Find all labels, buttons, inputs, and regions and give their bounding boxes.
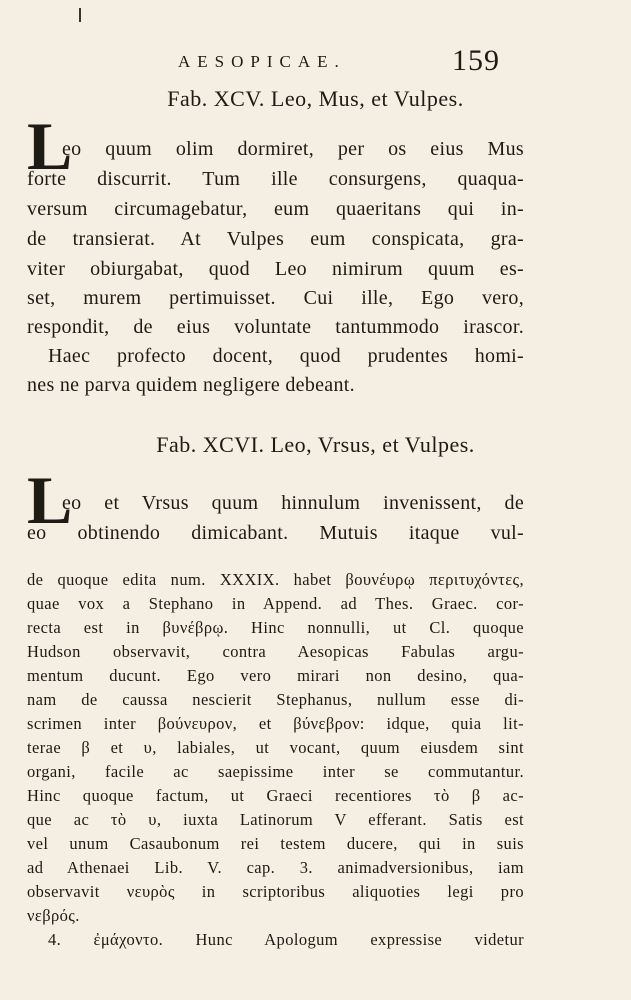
fable-95-line: viter obiurgabat, quod Leo nimirum quum es-	[27, 258, 524, 280]
running-title: AESOPICAE.	[178, 52, 346, 71]
page-number: 159	[452, 44, 500, 77]
fable-95-title: Fab. XCV. Leo, Mus, et Vulpes.	[167, 86, 464, 111]
fable-96-initial: L	[27, 462, 73, 538]
fable-95-line: forte discurrit. Tum ille consurgens, quaqua-	[27, 168, 524, 190]
footnote-line: nam de caussa nescierit Stephanus, nullum esse di-	[27, 690, 524, 709]
footnote-line: mentum ducunt. Ego vero mirari non desino, qua-	[27, 666, 524, 685]
fable-96-line: eo et Vrsus quum hinnulum invenissent, de	[62, 492, 524, 514]
footnote-line: terae β et υ, labiales, ut vocant, quum eiusdem sint	[27, 738, 524, 757]
footnote-line: que ac τὸ υ, iuxta Latinorum V efferant. Satis est	[27, 810, 524, 829]
fable-95-line: de transierat. At Vulpes eum conspicata, gra-	[27, 228, 524, 250]
footnote-line: quae vox a Stephano in Append. ad Thes. Graec. cor-	[27, 594, 524, 613]
footnote-line: Hudson observavit, contra Aesopicas Fabulas argu-	[27, 642, 524, 661]
footnote-line: organi, facile ac saepissime inter se commutantur.	[27, 762, 524, 781]
footnote-line: scrimen inter βούνευρον, et βύνεβρον: idque, quia lit-	[27, 714, 524, 733]
fable-95-line: set, murem pertimuisset. Cui ille, Ego vero,	[27, 287, 524, 309]
footnote-line: de quoque edita num. XXXIX. habet βουνέυρῳ περιτυχόντες,	[27, 570, 524, 589]
footnote-line: ad Athenaei Lib. V. cap. 3. animadversionibus, iam	[27, 858, 524, 877]
footnote-line: 4. ἐμάχοντο. Hunc Apologum expressise videtur	[48, 930, 524, 949]
fable-96-line: eo obtinendo dimicabant. Mutuis itaque vul-	[27, 522, 524, 544]
footnote-line: Hinc quoque factum, ut Graeci recentiores τὸ β ac-	[27, 786, 524, 805]
fable-95-line: versum circumagebatur, eum quaeritans qui in-	[27, 198, 524, 220]
running-head	[160, 44, 580, 84]
fable-95-line: nes ne parva quidem negligere debeant.	[27, 374, 355, 396]
fable-95-initial: L	[27, 108, 73, 184]
page-mark	[79, 8, 81, 22]
footnote-line: νεβρός.	[27, 906, 80, 925]
fable-96-title: Fab. XCVI. Leo, Vrsus, et Vulpes.	[156, 432, 475, 457]
fable-95-line: eo quum olim dormiret, per os eius Mus	[62, 138, 524, 160]
fable-95-line: Haec profecto docent, quod prudentes homi-	[48, 345, 524, 367]
fable-95-line: respondit, de eius voluntate tantummodo irascor.	[27, 316, 524, 338]
footnote-line: vel unum Casaubonum rei testem ducere, qui in suis	[27, 834, 524, 853]
footnote-line: observavit νευρὸς in scriptoribus aliquoties legi pro	[27, 882, 524, 901]
footnote-line: recta est in βυνέβρῳ. Hinc nonnulli, ut Cl. quoque	[27, 618, 524, 637]
